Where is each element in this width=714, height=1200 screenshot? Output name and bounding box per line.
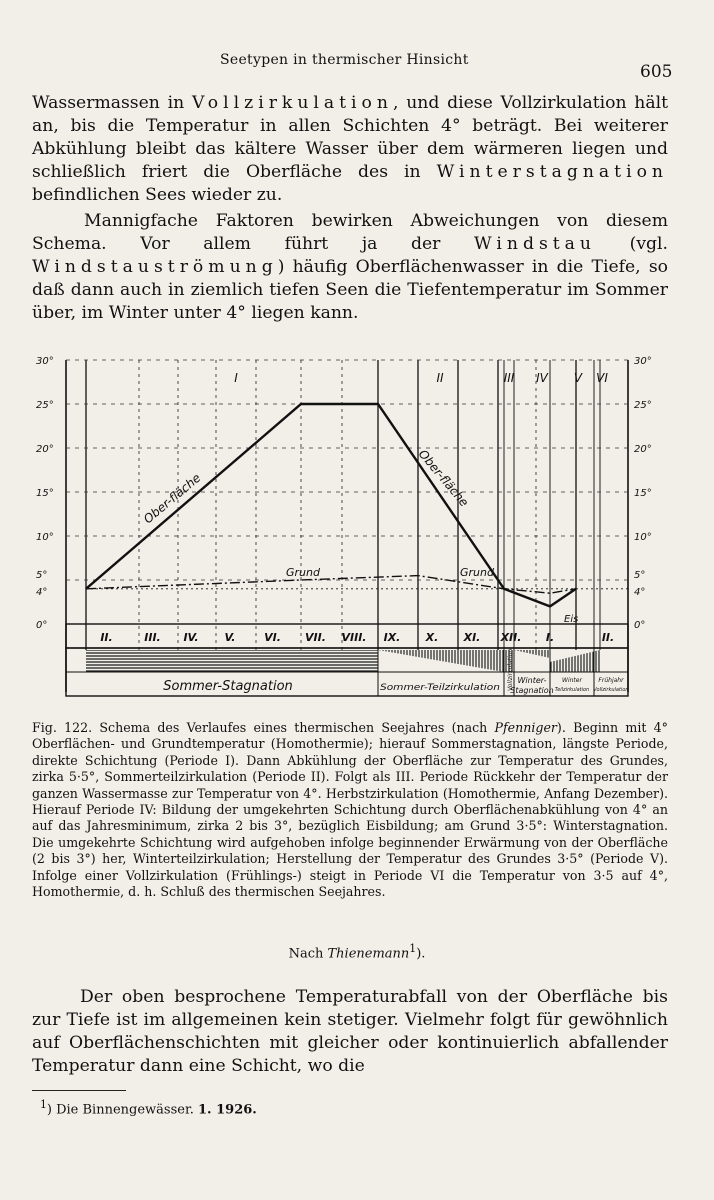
y-tick-label: 25° [634, 400, 652, 411]
y-tick-label: 5° [36, 570, 48, 581]
paragraph-3: Der oben besprochene Temperaturabfall von der Oberfläche bis zur Tiefe ist im allgemeinen kein stetiger. Vielmehr folgt für gewöhnlich auf Oberflächenschichten mit gleicher oder kontinuierlich abfallender Temperatur dann eine Schicht, wo die [32, 987, 668, 1076]
summer-stagnation-hatch [86, 650, 378, 672]
spaced-term: Windstauströmung [32, 257, 278, 277]
band-label: Frühjahr [598, 677, 624, 684]
month-label: VI. [264, 631, 281, 644]
y-tick-label: 20° [36, 444, 54, 455]
thermal-lake-year-chart [28, 352, 678, 702]
month-label: III. [144, 631, 161, 644]
footnote: $^1$) Die Binnengewässer. 1. 1926. [40, 1098, 257, 1118]
y-tick-label: 15° [634, 488, 652, 499]
month-label: V. [224, 631, 236, 644]
band-label: Vollzirkulation [507, 648, 514, 691]
footnote-rule [32, 1090, 126, 1091]
month-label: X. [425, 631, 439, 644]
winter-partial-hatch [550, 650, 600, 672]
y-tick-label: 5° [634, 570, 646, 581]
y-tick-label: 10° [36, 532, 54, 543]
y-tick-label: 30° [36, 356, 54, 367]
y-tick-label: 15° [36, 488, 54, 499]
month-label: VII. [305, 631, 326, 644]
month-label: IV. [183, 631, 199, 644]
page-number: 605 [640, 62, 673, 82]
spaced-term: Winterstagnation [436, 162, 668, 182]
month-label: I. [545, 631, 555, 644]
period-label: VI [596, 371, 608, 385]
winter-stagnation-hatch [514, 650, 550, 658]
spaced-term: Vollzirkulation [191, 93, 393, 113]
band-label: Sommer-Teilzirkulation [380, 683, 501, 693]
y-tick-label: 10° [634, 532, 652, 543]
band-label: Winter- [517, 676, 547, 685]
ground-label-2: Grund [460, 566, 494, 579]
period-label: III [503, 371, 515, 385]
paragraph-2: Mannigfache Faktoren bewirken Abweichungen von diesem Schema. Vor allem führt ja der Windstau (vgl. Windstauströmung) häufig Oberflächenwasser in die Tiefe, so daß dann auch in ziemlich tiefen Seen die Tiefentemperatur im Sommer über, im Winter unter 4° liegen kann. [32, 211, 668, 323]
paragraph-1: Wassermassen in Vollzirkulation, und diese Vollzirkulation hält an, bis die Temperatur in allen Schichten 4° beträgt. Bei weiterer Abkühlung bleibt das kältere Wasser über dem wärmeren liegen und schließlich friert die Oberfläche des in Winterstagnation befindlichen Sees wieder zu. [32, 93, 668, 205]
band-label: Sommer-Stagnation [163, 679, 293, 694]
y-tick-label: 0° [36, 620, 48, 631]
period-label: V [573, 371, 583, 385]
band-label: Teilzirkulation [554, 687, 590, 693]
period-label: IV [536, 371, 548, 385]
ground-temperature-line [86, 576, 576, 594]
y-tick-label: 4° [634, 586, 646, 598]
figure-source: Nach Thienemann$^1$). [288, 942, 426, 962]
period-label: II [436, 371, 444, 385]
ground-label: Grund [286, 566, 320, 579]
chart-labels [100, 371, 628, 695]
month-label: IX. [383, 631, 401, 644]
spaced-term: Windstau [474, 234, 596, 254]
band-label: Stagnation [510, 686, 554, 695]
surface-label-2: Ober-fläche [415, 446, 472, 510]
y-axis-ticks [36, 356, 652, 631]
month-label: II. [100, 631, 113, 644]
band-label: Vollzirkulation [593, 687, 629, 693]
y-tick-label: 25° [36, 400, 54, 411]
month-label: XI. [463, 631, 481, 644]
month-label: XII. [500, 631, 522, 644]
figure-caption: Fig. 122. Schema des Verlaufes eines thermischen Seejahres (nach Pfenniger). Beginn mit 4° Oberflächen- und Grundtemperatur (Homothermie); hierauf Sommerstagnation, längste Periode, direkte Schichtung (Periode I). Dann Abkühlung der Oberfläche zur Temperatur des Grundes, zirka 5·5°, Sommerteilzirkulation (Periode II). Folgt als III. Periode Rückkehr der Temperatur der ganzen Wassermasse zur Temperatur von 4°. Herbstzirkulation (Homothermie, Anfang Dezember). Hierauf Periode IV: Bildung der umgekehrten Schichtung durch Oberflächenabkühlung von 4° an auf das Jahresminimum, zirka 2 bis 3°, bezüglich Eisbildung; am Grund 3·5°: Winterstagnation. Die umgekehrte Schichtung wird aufgehoben infolge beginnender Erwärmung von der Oberfläche (2 bis 3°) her, Winterteilzirkulation; Herstellung der Temperatur des Grundes 3·5° (Periode V). Infolge einer Vollzirkulation (Frühlings-) steigt in Periode VI die Temperatur von 3·5 auf 4°, Homothermie, d. h. Schluß des thermischen Seejahres. [32, 720, 668, 900]
y-tick-label: 30° [634, 356, 652, 367]
ice-label: Eis [564, 614, 579, 625]
surface-label: Ober-fläche [140, 470, 204, 527]
month-label: II. [601, 631, 615, 644]
running-head: Seetypen in thermischer Hinsicht [220, 52, 469, 68]
summer-partial-hatch [378, 650, 504, 672]
y-tick-label: 0° [634, 620, 646, 631]
band-label: Winter [562, 677, 582, 684]
y-tick-label: 4° [36, 586, 48, 598]
period-label: I [234, 371, 238, 385]
month-label: VIII. [341, 631, 367, 644]
y-tick-label: 20° [634, 444, 652, 455]
